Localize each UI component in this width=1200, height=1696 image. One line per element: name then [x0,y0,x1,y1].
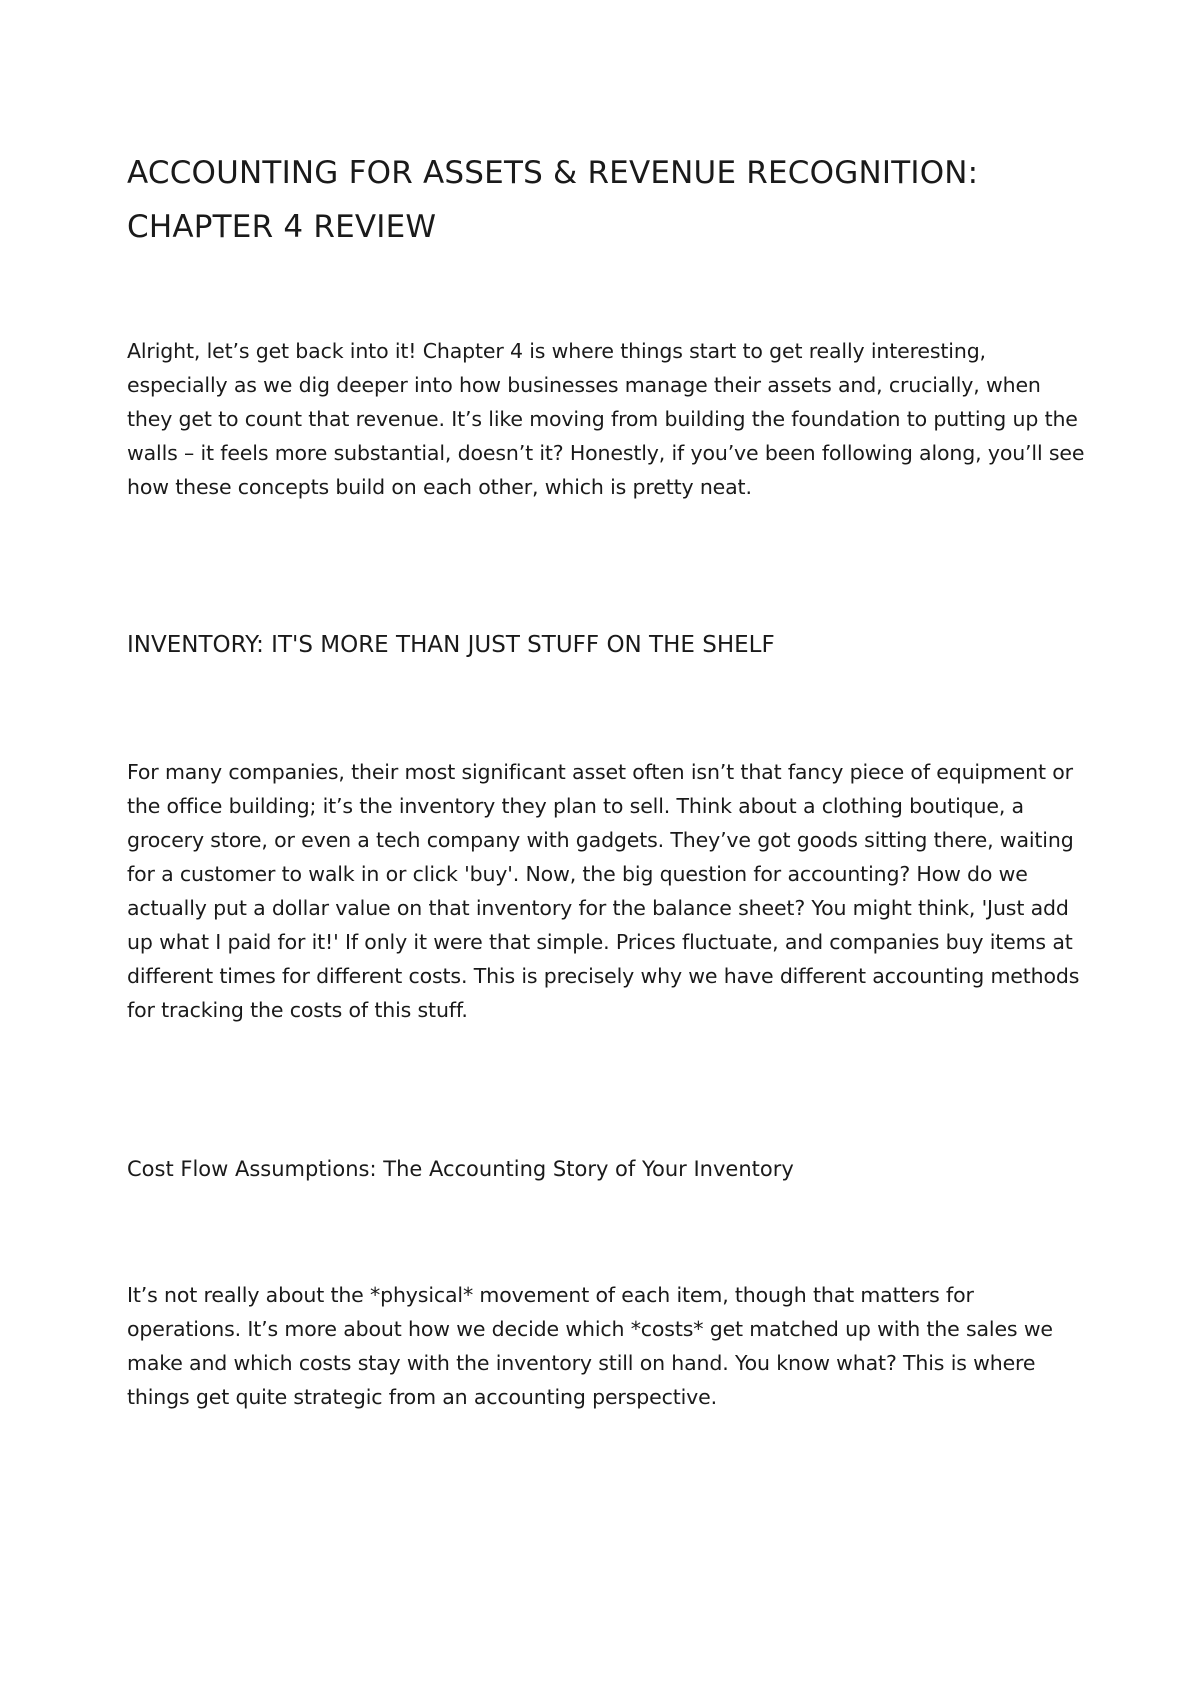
inventory-paragraph: For many companies, their most significant asset often isn’t that fancy piece of equipment or the office building; it’s the inventory they plan to sell. Think about a clothing boutique, a grocery store, or even a tech company with gadgets. They’ve got goods sitting there, waiting for a customer to walk in or click 'buy'. Now, the big question for accounting? How do we actually put a dollar value on that inventory for the balance sheet? You might think, 'Just add up what I paid for it!' If only it were that simple. Prices fluctuate, and companies buy items at different times for different costs. This is precisely why we have different accounting methods for tracking the costs of this stuff. [127,760,1080,1022]
title-line-1: ACCOUNTING FOR ASSETS & REVENUE RECOGNITION: [127,155,979,191]
section-heading-inventory: INVENTORY: IT'S MORE THAN JUST STUFF ON THE SHELF [127,632,775,658]
intro-paragraph: Alright, let’s get back into it! Chapter 4 is where things start to get really interesting, especially as we dig deeper into how businesses manage their assets and, crucially, when they get to count that revenue. It’s like moving from building the foundation to putting up the walls – it feels more substantial, doesn’t it? Honestly, if you’ve been following along, you’ll see how these concepts build on each other, which is pretty neat. [127,339,1085,499]
title-line-2: CHAPTER 4 REVIEW [127,209,437,245]
document-title [127,146,1087,254]
subsection-heading-cost-flow: Cost Flow Assumptions: The Accounting Story of Your Inventory [127,1157,794,1181]
cost-flow-paragraph: It’s not really about the *physical* movement of each item, though that matters for operations. It’s more about how we decide which *costs* get matched up with the sales we make and which costs stay with the inventory still on hand. You know what? This is where things get quite strategic from an accounting perspective. [127,1283,1053,1409]
